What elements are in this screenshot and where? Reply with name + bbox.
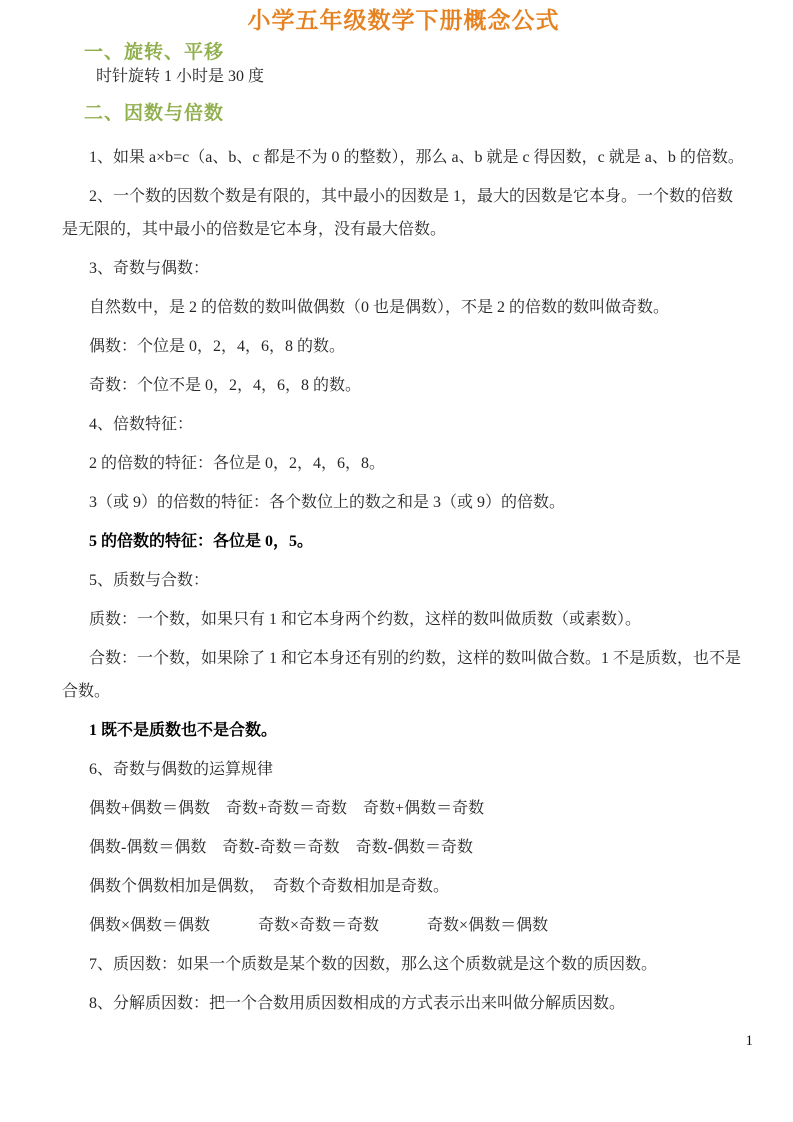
page-number: 1 (745, 1033, 753, 1049)
paragraph-multiples-of-2: 2 的倍数的特征：各位是 0，2，4，6，8。 (89, 455, 386, 472)
paragraph-factor-count: 2、一个数的因数个数是有限的，其中最小的因数是 1，最大的因数是它本身。一个数的倍数是无限的，其中最小的倍数是它本身，没有最大倍数。 (62, 188, 734, 238)
paragraph-operation-rules-heading: 6、奇数与偶数的运算规律 (89, 761, 274, 778)
paragraph-multiples-of-5: 5 的倍数的特征：各位是 0，5。 (89, 533, 314, 550)
paragraph-prime-composite-heading: 5、质数与合数： (89, 572, 210, 589)
paragraph-odd-digits: 奇数：个位不是 0，2，4，6，8 的数。 (89, 377, 362, 394)
paragraph-factor-definition: 1、如果 a×b=c（a、b、c 都是不为 0 的整数），那么 a、b 就是 c 得因数，c 就是 a、b 的倍数。 (89, 149, 744, 166)
paragraph-multiple-features-heading: 4、倍数特征： (89, 416, 194, 433)
paragraph-odd-even-heading: 3、奇数与偶数： (89, 260, 210, 277)
section-heading-factors-multiples: 二、因数与倍数 (84, 102, 225, 124)
paragraph-one-neither: 1 既不是质数也不是合数。 (89, 722, 278, 739)
paragraph-prime-factorization: 8、分解质因数：把一个合数用质因数相成的方式表示出来叫做分解质因数。 (89, 995, 626, 1012)
document-title: 小学五年级数学下册概念公式 (247, 7, 560, 34)
section-body (62, 141, 745, 1020)
paragraph-multiplication-rules: 偶数×偶数＝偶数 奇数×奇数＝奇数 奇数×偶数＝偶数 (89, 917, 549, 934)
paragraph-sum-rules: 偶数个偶数相加是偶数， 奇数个奇数相加是奇数。 (89, 878, 450, 895)
paragraph-even-digits: 偶数：个位是 0，2，4，6，8 的数。 (89, 338, 346, 355)
clock-rotation-fact: 时针旋转 1 小时是 30 度 (96, 68, 265, 85)
paragraph-subtraction-rules: 偶数-偶数＝偶数 奇数-奇数＝奇数 奇数-偶数＝奇数 (89, 839, 473, 856)
paragraph-even-odd-definition: 自然数中，是 2 的倍数的数叫做偶数（0 也是偶数），不是 2 的倍数的数叫做奇数。 (89, 299, 670, 316)
paragraph-prime-definition: 质数：一个数，如果只有 1 和它本身两个约数，这样的数叫做质数（或素数）。 (89, 611, 642, 628)
paragraph-multiples-of-3-9: 3（或 9）的倍数的特征：各个数位上的数之和是 3（或 9）的倍数。 (89, 494, 566, 511)
paragraph-prime-factor-definition: 7、质因数：如果一个质数是某个数的因数，那么这个质数就是这个数的质因数。 (89, 956, 658, 973)
paragraph-addition-rules: 偶数+偶数＝偶数 奇数+奇数＝奇数 奇数+偶数＝奇数 (89, 800, 485, 817)
section-heading-rotation-translation: 一、旋转、平移 (84, 41, 225, 63)
paragraph-composite-definition: 合数：一个数，如果除了 1 和它本身还有别的约数，这样的数叫做合数。1 不是质数，也不是合数。 (62, 650, 742, 700)
